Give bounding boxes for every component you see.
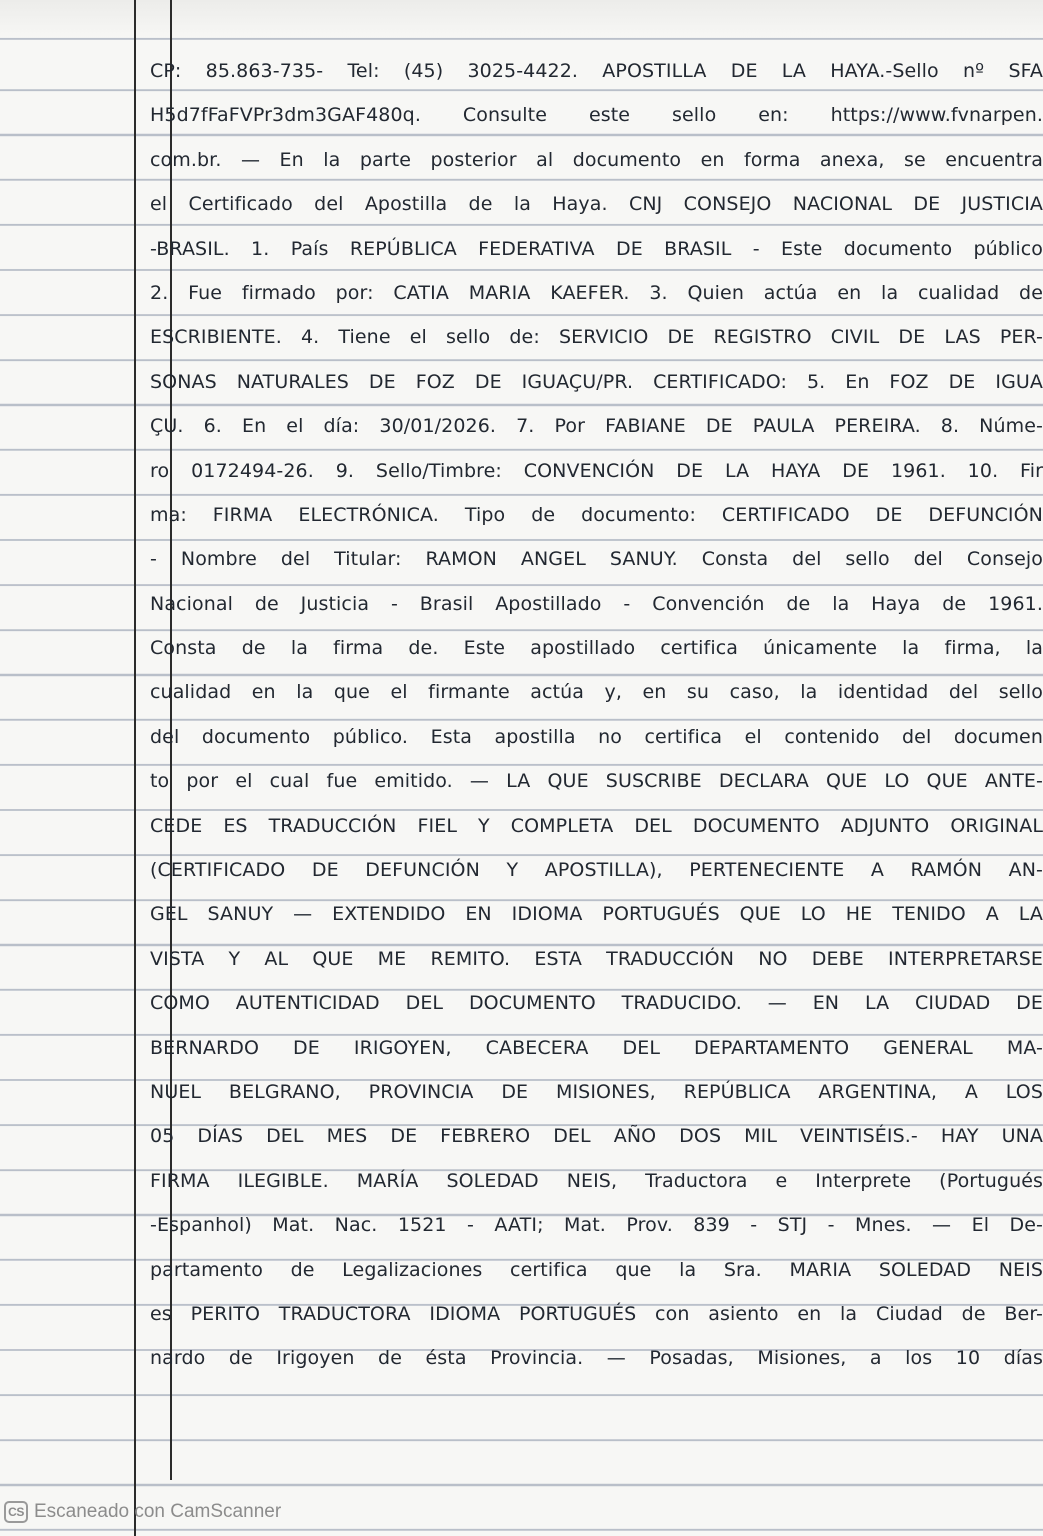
text-line: partamento de Legalizaciones certifica que la Sra. MARIA SOLEDAD NEIS [150,1258,1043,1281]
text-line: BERNARDO DE IRIGOYEN, CABECERA DEL DEPARTAMENTO GENERAL MA- [150,1036,1043,1059]
text-line: ÇU. 6. En el día: 30/01/2026. 7. Por FABIANE DE PAULA PEREIRA. 8. Núme- [150,415,1043,438]
text-line: H5d7fFaFVPr3dm3GAF480q. Consulte este sello en: https://www.fvnarpen. [150,104,1043,127]
text-line: VISTA Y AL QUE ME REMITO. ESTA TRADUCCIÓN NO DEBE INTERPRETARSE [150,947,1043,970]
page-top-shadow [0,0,1043,38]
text-line: -Espanhol) Mat. Nac. 1521 - AATI; Mat. Prov. 839 - STJ - Mnes. — El De- [150,1214,1043,1237]
handwritten-text-body [150,49,1043,1381]
camscanner-logo-icon: CS [4,1501,28,1523]
text-line: cualidad en la que el firmante actúa y, en su caso, la identidad del sello [150,681,1043,704]
text-line: Consta de la firma de. Este apostillado certifica únicamente la firma, la [150,637,1043,660]
text-line: ESCRIBIENTE. 4. Tiene el sello de: SERVICIO DE REGISTRO CIVIL DE LAS PER- [150,326,1043,349]
text-line: COMO AUTENTICIDAD DEL DOCUMENTO TRADUCIDO. — EN LA CIUDAD DE [150,992,1043,1015]
text-line: ro 0172494-26. 9. Sello/Timbre: CONVENCIÓN DE LA HAYA DE 1961. 10. Fir [150,459,1043,482]
text-line: -BRASIL. 1. País REPÚBLICA FEDERATIVA DE BRASIL - Este documento público [150,237,1043,260]
text-line: NUEL BELGRANO, PROVINCIA DE MISIONES, REPÚBLICA ARGENTINA, A LOS [150,1080,1043,1103]
text-line: FIRMA ILEGIBLE. MARÍA SOLEDAD NEIS, Traductora e Interprete (Portugués [150,1169,1043,1192]
text-line: CP: 85.863-735- Tel: (45) 3025-4422. APOSTILLA DE LA HAYA.-Sello nº SFA [150,59,1043,82]
text-line: - Nombre del Titular: RAMON ANGEL SANUY. Consta del sello del Consejo [150,548,1043,571]
scanner-watermark-text: Escaneado con CamScanner [34,1501,282,1522]
text-line: SONAS NATURALES DE FOZ DE IGUAÇU/PR. CERTIFICADO: 5. En FOZ DE IGUA [150,370,1043,393]
text-line: CEDE ES TRADUCCIÓN FIEL Y COMPLETA DEL DOCUMENTO ADJUNTO ORIGINAL [150,814,1043,837]
scanner-watermark [4,1501,281,1523]
text-line: 2. Fue firmado por: CATIA MARIA KAEFER. 3. Quien actúa en la cualidad de [150,281,1043,304]
text-line: el Certificado del Apostilla de la Haya. CNJ CONSEJO NACIONAL DE JUSTICIA [150,193,1043,216]
text-line: (CERTIFICADO DE DEFUNCIÓN Y APOSTILLA), PERTENECIENTE A RAMÓN AN- [150,859,1043,882]
text-line: Nacional de Justicia - Brasil Apostillado - Convención de la Haya de 1961. [150,592,1043,615]
text-line: com.br. — En la parte posterior al documento en forma anexa, se encuentra [150,148,1043,171]
margin-line-outer [134,0,136,1536]
text-line: es PERITO TRADUCTORA IDIOMA PORTUGUÉS con asiento en la Ciudad de Ber- [150,1302,1043,1325]
text-line: nardo de Irigoyen de ésta Provincia. — Posadas, Misiones, a los 10 días [150,1347,1043,1370]
text-line: 05 DÍAS DEL MES DE FEBRERO DEL AÑO DOS MIL VEINTISÉIS.- HAY UNA [150,1125,1043,1148]
text-line: to por el cual fue emitido. — LA QUE SUSCRIBE DECLARA QUE LO QUE ANTE- [150,770,1043,793]
text-line: del documento público. Esta apostilla no certifica el contenido del documen [150,725,1043,748]
text-line: GEL SANUY — EXTENDIDO EN IDIOMA PORTUGUÉS QUE LO HE TENIDO A LA [150,903,1043,926]
text-line: ma: FIRMA ELECTRÓNICA. Tipo de documento: CERTIFICADO DE DEFUNCIÓN [150,503,1043,526]
